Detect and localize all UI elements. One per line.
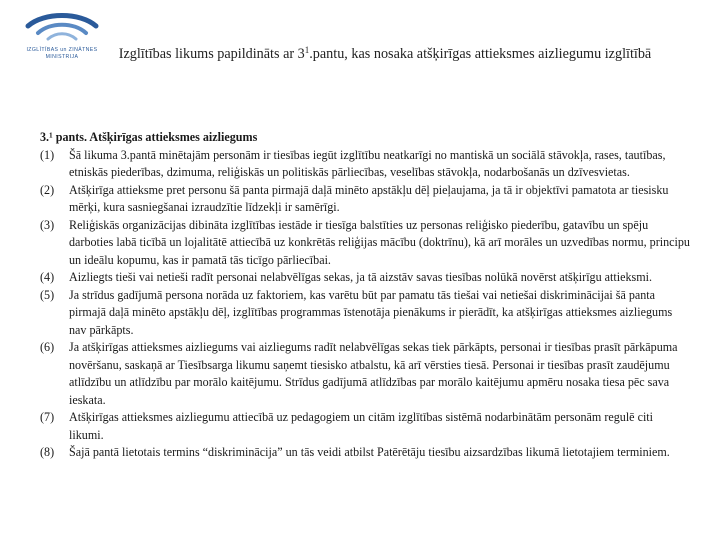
paragraph-text: Reliģiskās organizācijas dibināta izglītības iestāde ir tiesīga balstīties uz personas reliģisko piederību, gatavību un spēju darboties labā ticībā un lojalitātē attiecībā uz konkrētās reliģijas mācību (doktrīnu), kā arī morāles un uzvedības normu, principu un ideālu kopumu, kas ir pamatā tās ticīgo pārliecībai. [69,217,690,267]
paragraph-text: Ja atšķirīgas attieksmes aizliegums vai aizliegums radīt nelabvēlīgas sekas tiek pārkāpts, personai ir tiesības prasīt pārkāpuma novēršanu, saskaņā ar Tiesībsarga likumu saņemt tiesisko atbalstu, kā arī vērsties tiesā. Personai ir tiesības prasīt zaudējumu atlīdzību un atlīdzību par morālo kaitējumu. Strīdus gadījumā atlīdzības par morālo kaitējumu apmēru nosaka tiesa pēc sava ieskata. [69,340,678,407]
paragraph-text: Atšķirīgas attieksmes aizliegumu attiecībā uz pedagogiem un citām izglītības sistēmā nodarbinātām personām regulē citi likumi. [69,410,654,442]
paragraph-7 [40,409,690,444]
slide-title [90,40,680,65]
title-superscript: 1 [304,45,310,55]
paragraph-4 [40,269,690,287]
paragraph-5 [40,287,690,340]
paragraph-number: (2) [40,182,55,197]
paragraph-3 [40,217,690,270]
paragraph-1 [40,147,690,182]
paragraph-text: Atšķirīga attieksme pret personu šā panta pirmajā daļā minēto apstākļu dēļ pieļaujama, ja tā ir objektīvi pamatota ar tiesisku mērķi, kura sasniegšanai izraudzītie līdzekļi ir samērīgi. [69,182,669,214]
paragraph-number: (4) [40,270,55,284]
paragraph-number: (3) [40,217,55,232]
paragraph-text: Šā likuma 3.pantā minētajām personām ir tiesības iegūt izglītību neatkarīgi no mantiskā un sociālā stāvokļa, rases, tautības, etniskās piederības, dzimuma, reliģiskās un politiskās pārliecības, veselības stāvokļa, nodarbošanās un dzīvesvietas. [69,147,666,179]
paragraph-number: (1) [40,147,55,162]
paragraph-text: Aizliegts tieši vai netieši radīt personai nelabvēlīgas sekas, ja tā aizstāv savas tiesības nolūkā novērst atšķirīgu attieksmi. [69,270,653,284]
title-text-before: Izglītības likums papildināts ar 3 [118,46,305,62]
paragraph-text: Šajā pantā lietotais termins “diskriminācija” un tās veidi atbilst Patērētāju tiesību aizsardzības likumā lietotajiem terminiem. [69,445,670,459]
logo-text-line1: IZGLĪTĪBAS un ZINĀTNES [26,47,98,53]
paragraph-number: (5) [40,287,55,302]
ministry-logo-icon [24,10,100,46]
paragraph-6 [40,339,690,409]
title-text-after: .pantu, kas nosaka atšķirīgas attieksmes aizliegumu izglītībā [309,46,652,62]
logo-text-line2: MINISTRIJA [45,54,79,60]
paragraph-2 [40,182,690,217]
paragraph-text: Ja strīdus gadījumā persona norāda uz faktoriem, kas varētu būt par pamatu tās tiešai vai netiešai diskriminācijai šā panta pirmajā daļā minēto apstākļu dēļ, izglītības programmas īstenotāja pienākums ir pierādīt, ka atšķirīgas attieksmes aizliegums nav pārkāpts. [69,287,673,337]
paragraph-number: (8) [40,445,55,459]
paragraph-number: (6) [40,340,55,354]
paragraph-number: (7) [40,410,55,424]
article-content [40,129,690,462]
article-heading: 3.¹ pants. Atšķirīgas attieksmes aizliegums [40,130,258,144]
paragraph-8 [40,444,690,462]
